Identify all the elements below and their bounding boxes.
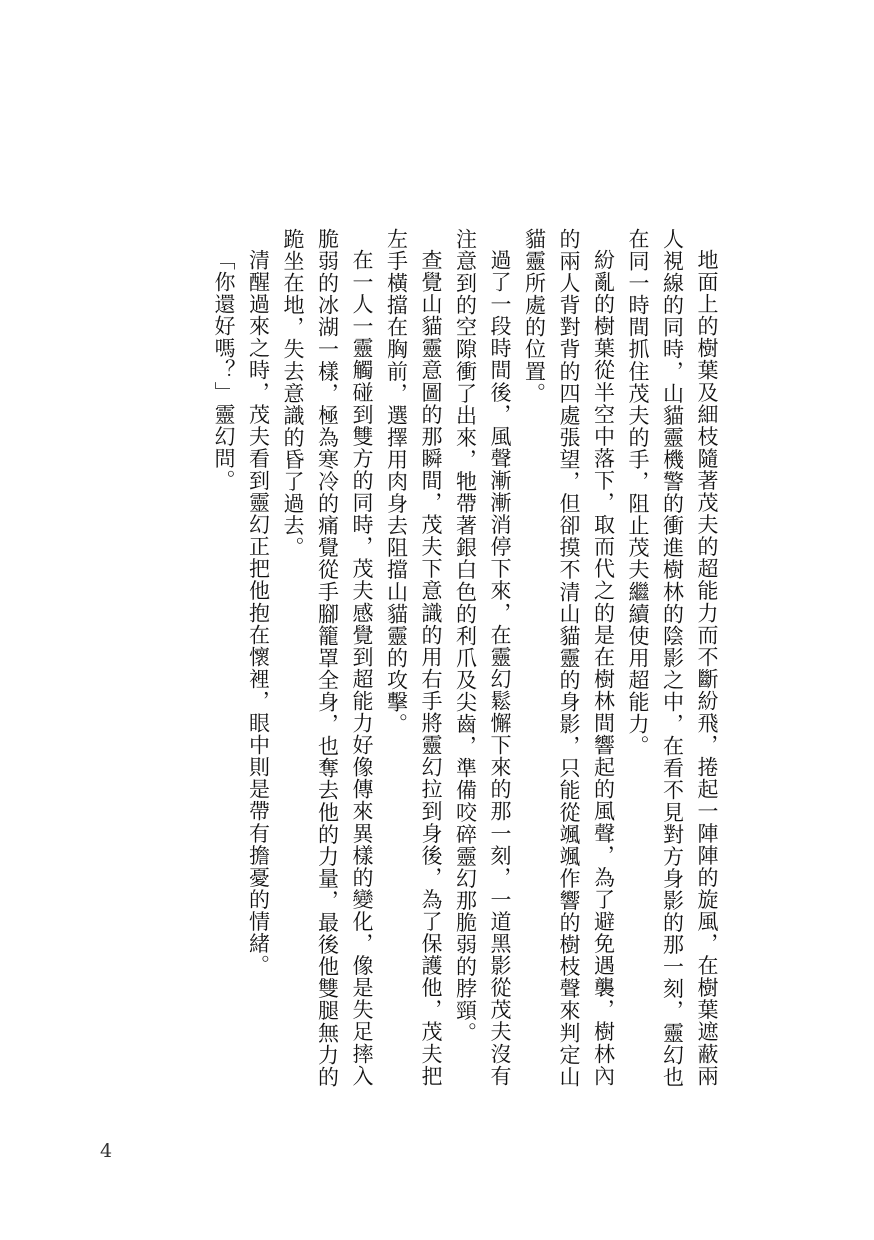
paragraph-2: 紛亂的樹葉從半空中落下，取而代之的是在樹林間響起的風聲，為了避免遇襲，樹林內的兩人背對背的四處張望，但卻摸不清山貓靈的身影，只能從颯颯作響的樹枝聲來判定山貓靈所處的位置。 xyxy=(522,228,616,1088)
paragraph-1: 地面上的樹葉及細枝隨著茂夫的超能力而不斷紛飛，捲起一陣陣的旋風，在樹葉遮蔽兩人視線的同時，山貓靈機警的衝進樹林的陰影之中，在看不見對方身影的那一刻，靈幻也在同一時間抓住茂夫的手，阻止茂夫繼續使用超能力。 xyxy=(626,228,719,1088)
paragraph-5: 在一人一靈觸碰到雙方的同時，茂夫感覺到超能力好像傳來異樣的變化，像是失足摔入脆弱的冰湖一樣，極為寒冷的痛覺從手腳籠罩全身，也奪去他的力量，最後他雙腿無力的跪坐在地，失去意識的昏了過去。 xyxy=(281,228,374,1088)
paragraph-3: 過了一段時間後，風聲漸漸消停下來，在靈幻鬆懈下來的那一刻，一道黑影從茂夫沒有注意到的空隙衝了出來，牠帶著銀白色的利爪及尖齒，準備咬碎靈幻那脆弱的脖頸。 xyxy=(453,228,512,1087)
paragraph-4: 查覺山貓靈意圖的那瞬間，茂夫下意識的用右手將靈幻拉到身後，為了保護他，茂夫把左手橫擋在胸前，選擇用肉身去阻擋山貓靈的攻擊。 xyxy=(384,228,443,1087)
paragraph-7-dialogue: 「你還好嗎？」靈幻問。 xyxy=(212,249,236,492)
vertical-text-block xyxy=(212,228,724,1088)
page-number: 4 xyxy=(100,1140,113,1162)
paragraph-6: 清醒過來之時，茂夫看到靈幻正把他抱在懷裡，眼中則是帶有擔憂的情緒。 xyxy=(246,249,271,977)
